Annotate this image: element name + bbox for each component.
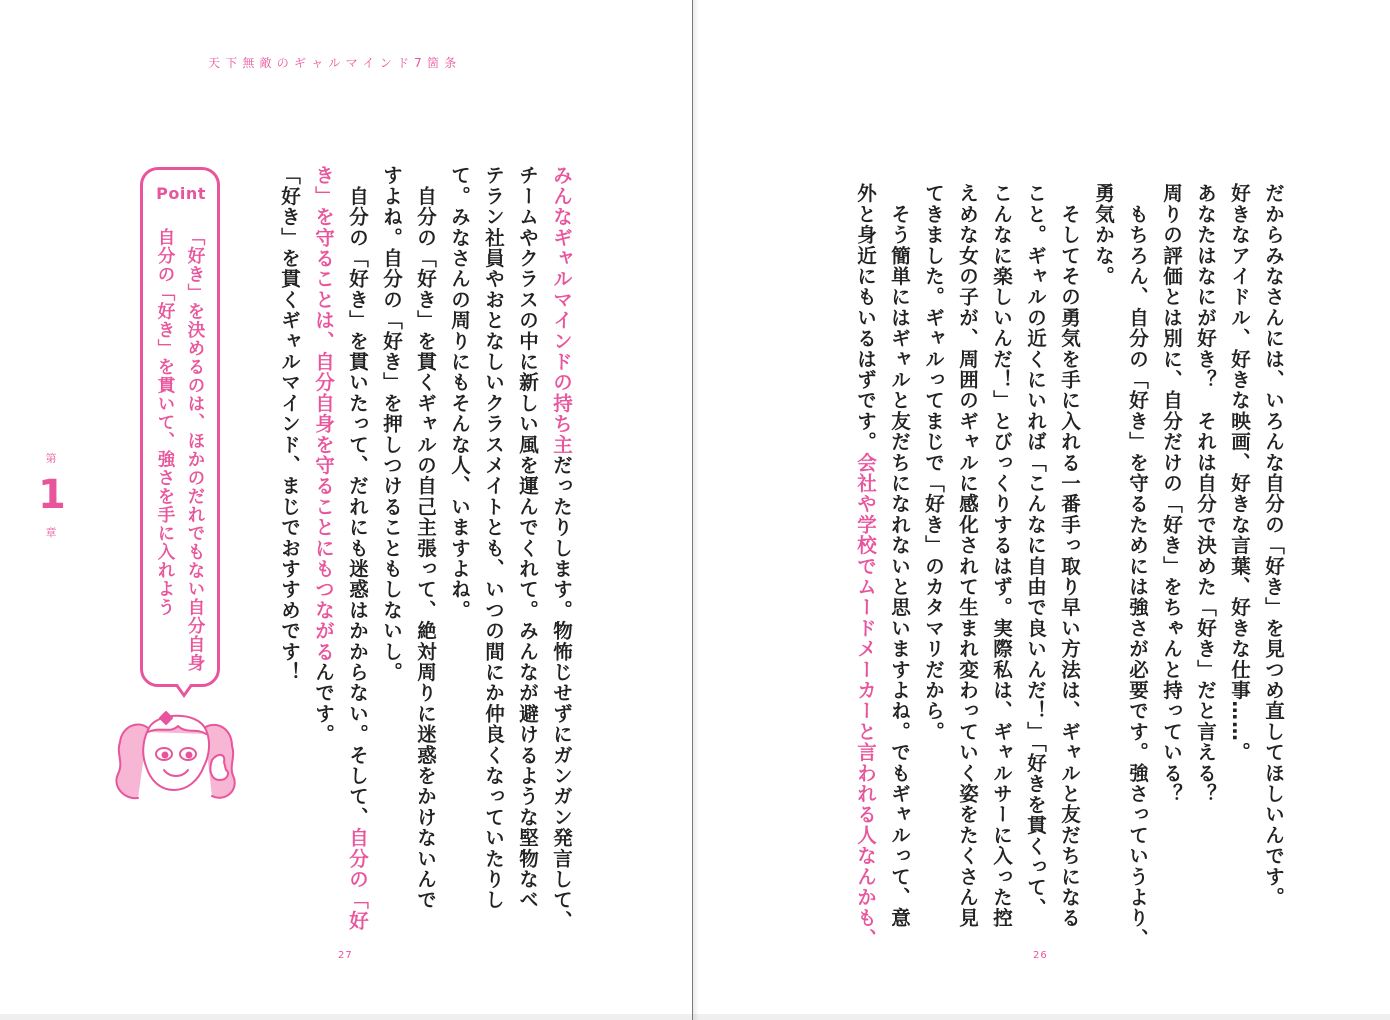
body-text: 好きなアイドル、好きな映画、好きな言葉、好きな仕事……。 (1228, 183, 1251, 763)
body-text: 外と身近にもいるはずです。 (854, 183, 877, 453)
highlighted-text: き」を守ることは、自分自身を守ることにもつながる (312, 165, 335, 662)
body-text: 自分の「好き」を貫くギャルの自己主張って、絶対周りに迷惑をかけないんで (414, 165, 437, 911)
chapter-suffix: 章 (45, 526, 57, 539)
body-text: こと。ギャルの近くにいれば「こんなに自由で良いんだ！」「好きを貫くって、 (1024, 183, 1047, 919)
body-text: んです。 (312, 661, 335, 745)
right-page-body (848, 183, 1290, 949)
point-line: 「好き」を決めるのは、ほかのだれでもない自分自身 (185, 228, 205, 672)
body-text: こんなに楽しいんだ！」とびっくりするはず。実際私は、ギャルサーに入った控 (990, 183, 1013, 929)
body-text: だからみなさんには、いろんな自分の「好き」を見つめ直してほしいんです。 (1262, 183, 1285, 908)
body-line (882, 183, 916, 929)
body-text: えめな女の子が、周囲のギャルに感化されて生まれ変わっていく姿をたくさん見 (956, 183, 979, 929)
body-line (1018, 183, 1052, 919)
highlighted-text: 会社や学校でムードメーカーと言われる人なんかも、 (854, 452, 877, 949)
body-text: テラン社員やおとなしいクラスメイトとも、いつの間にか仲良くなっていたりし (482, 165, 505, 911)
body-line (1086, 183, 1120, 883)
point-line: 自分の「好き」を貫いて、強さを手に入れよう (155, 228, 175, 617)
body-line (544, 165, 578, 931)
body-line (306, 165, 340, 865)
body-line (950, 183, 984, 929)
body-text: そう簡単にはギャルと友だちになれないと思いますよね。でもギャルって、意 (888, 183, 911, 929)
body-text: だったりします。物怖じせずにガンガン発言して、 (550, 454, 573, 931)
body-line (916, 183, 950, 883)
chapter-tab (38, 450, 64, 540)
highlighted-text: みんなギャルマインドの持ち主 (550, 165, 573, 455)
body-line (1052, 183, 1086, 929)
highlighted-text: 自分の「好 (346, 827, 369, 931)
point-text (150, 228, 210, 672)
body-line (408, 165, 442, 911)
body-line (984, 183, 1018, 929)
body-line (848, 183, 882, 949)
left-page-body (272, 165, 578, 931)
left-folio: 27 (338, 950, 353, 961)
body-text: 「好き」を貫くギャルマインド、まじでおすすめです！ (278, 165, 301, 683)
body-text: あなたはなにが好き？ それは自分で決めた「好き」だと言える？ (1194, 183, 1217, 804)
body-text: て。みなさんの周りにもそんな人、いますよね。 (448, 165, 471, 621)
body-line (476, 165, 510, 911)
body-line (374, 165, 408, 865)
chapter-prefix: 第 (45, 452, 57, 465)
body-line (1222, 183, 1256, 883)
body-line (340, 165, 374, 931)
body-line (1256, 183, 1290, 908)
body-text: 周りの評価とは別に、自分だけの「好き」をちゃんと持っている？ (1160, 183, 1183, 804)
body-text: てきました。ギャルってまじで「好き」のカタマリだから。 (922, 183, 945, 742)
body-line (1188, 183, 1222, 883)
chapter-number: 1 (38, 472, 66, 518)
body-text: もちろん、自分の「好き」を守るためには強さが必要です。強さっていうより、 (1126, 183, 1149, 949)
right-folio: 26 (1033, 950, 1048, 961)
gal-character-illustration (108, 700, 243, 808)
body-line (442, 165, 476, 865)
body-line (510, 165, 544, 911)
running-head: 天下無敵のギャルマインド7箇条 (208, 56, 462, 70)
body-line (1154, 183, 1188, 883)
body-text: すよね。自分の「好き」を押しつけることもしないし。 (380, 165, 403, 683)
body-text: 自分の「好き」を貫いたって、だれにも迷惑はかからない。そして、 (346, 165, 369, 828)
body-line (1120, 183, 1154, 949)
body-text: チームやクラスの中に新しい風を運んでくれて。みんなが避けるような堅物なベ (516, 165, 539, 911)
page-fold-shadow (693, 0, 699, 1020)
body-text: そしてその勇気を手に入れる一番手っ取り早い方法は、ギャルと友だちになる (1058, 183, 1081, 929)
point-label: Point (156, 184, 206, 203)
body-line (272, 165, 306, 865)
body-text: 勇気かな。 (1092, 183, 1115, 287)
